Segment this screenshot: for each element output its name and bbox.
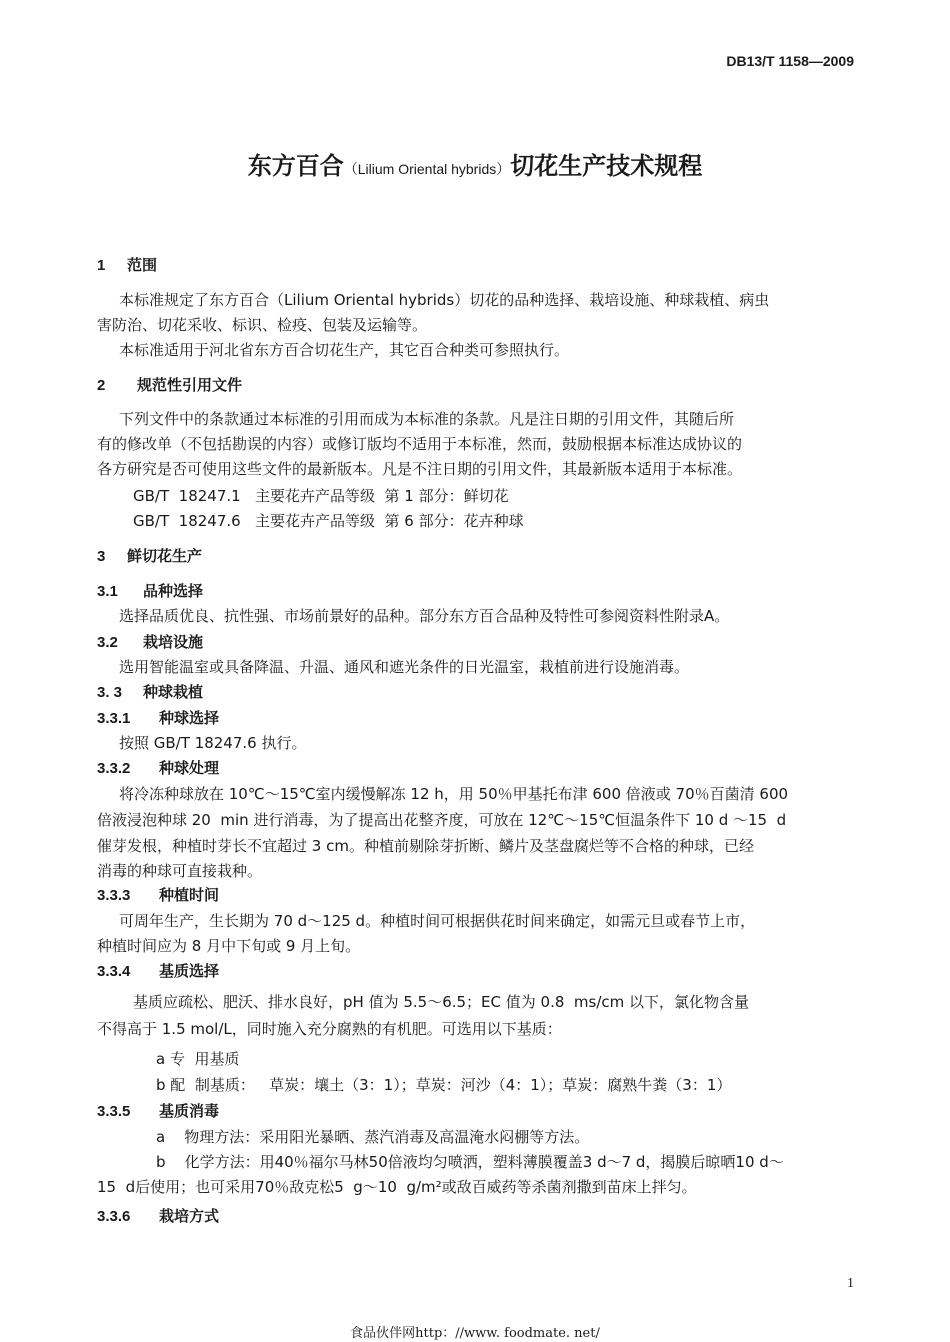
- paragraph-line: 选择品质优良、抗性强、市场前景好的品种。部分东方百合品种及特性可参阅资料性附录A。: [119, 607, 730, 625]
- paragraph-line: 本标准适用于河北省东方百合切花生产，其它百合种类可参照执行。: [119, 341, 570, 359]
- footer-watermark: 食品伙伴网http：//www. foodmate. net/: [350, 1326, 600, 1341]
- title-latin: （Lilium Oriental hybrids）: [343, 161, 511, 177]
- section-number: 3.3.1: [97, 710, 131, 727]
- paragraph-line: 倍液浸泡种球 20 min 进行消毒，为了提高出花整齐度，可放在 12℃～15℃恒温条件下 10 d ～15 d: [97, 811, 787, 829]
- section-number: 3. 3: [97, 684, 123, 701]
- section-title: 栽培方式: [159, 1207, 220, 1225]
- standard-number: DB13/T 1158—2009: [726, 53, 854, 69]
- paragraph-line: 将冷冻种球放在 10℃～15℃室内缓慢解冻 12 h，用 50％甲基托布津 600 倍液或 70％百菌清 600: [119, 785, 789, 803]
- paragraph-line: 各方研究是否可使用这些文件的最新版本。凡是不注日期的引用文件，其最新版本适用于本标准。: [97, 460, 743, 478]
- section-number: 3.3.6: [97, 1208, 131, 1225]
- paragraph-line: 有的修改单（不包括勘误的内容）或修订版均不适用于本标准，然而，鼓励根据本标准达成协议的: [97, 435, 743, 453]
- paragraph-line: 按照 GB/T 18247.6 执行。: [119, 734, 307, 752]
- section-3-3-heading: [97, 681, 203, 702]
- section-number: 3.3.2: [97, 760, 131, 777]
- section-3-heading: [97, 545, 202, 566]
- paragraph-line: 可周年生产，生长期为 70 d～125 d。种植时间可根据供花时间来确定，如需元旦或春节上市，: [119, 912, 756, 930]
- section-3-3-2-heading: [97, 757, 219, 778]
- list-item: a 物理方法：采用阳光暴晒、蒸汽消毒及高温淹水闷棚等方法。: [156, 1128, 590, 1146]
- reference-item: GB/T 18247.1 主要花卉产品等级 第 1 部分：鲜切花: [133, 487, 509, 505]
- page-number: 1: [847, 1276, 854, 1291]
- section-number: 2: [97, 377, 106, 394]
- list-item: b 化学方法：用40％福尔马林50倍液均匀喷洒，塑料薄膜覆盖3 d～7 d，揭膜后晾晒10 d～: [156, 1153, 784, 1171]
- section-number: 3: [97, 548, 106, 565]
- section-number: 3.2: [97, 634, 118, 651]
- document-title: [0, 146, 950, 181]
- section-number: 3.3.5: [97, 1103, 131, 1120]
- reference-item: GB/T 18247.6 主要花卉产品等级 第 6 部分：花卉种球: [133, 512, 524, 530]
- paragraph-line: 下列文件中的条款通过本标准的引用而成为本标准的条款。凡是注日期的引用文件，其随后所: [119, 410, 735, 428]
- section-title: 基质选择: [159, 962, 220, 980]
- section-title: 品种选择: [143, 582, 204, 600]
- section-number: 3.3.4: [97, 963, 131, 980]
- paragraph-line: 本标准规定了东方百合（Lilium Oriental hybrids）切花的品种选择、栽培设施、种球栽植、病虫: [119, 291, 770, 309]
- section-title: 种球栽植: [143, 683, 204, 701]
- list-item: a 专 用基质: [156, 1050, 240, 1068]
- title-chinese-2: 切花生产技术规程: [510, 152, 703, 180]
- section-title: 基质消毒: [159, 1102, 220, 1120]
- section-3-3-1-heading: [97, 707, 219, 728]
- paragraph-line: 选用智能温室或具备降温、升温、通风和遮光条件的日光温室，栽植前进行设施消毒。: [119, 658, 690, 676]
- paragraph-line: 种植时间应为 8 月中下旬或 9 月上旬。: [97, 937, 361, 955]
- section-3-3-3-heading: [97, 884, 219, 905]
- paragraph-line: 催芽发根，种植时芽长不宜超过 3 cm。种植前剔除芽折断、鳞片及茎盘腐烂等不合格的种球，已经: [97, 837, 754, 855]
- title-chinese-1: 东方百合: [247, 152, 344, 180]
- section-number: 3.3.3: [97, 887, 131, 904]
- section-title: 栽培设施: [143, 633, 204, 651]
- paragraph-line: 消毒的种球可直接栽种。: [97, 862, 263, 880]
- section-title: 鲜切花生产: [127, 547, 203, 565]
- section-number: 3.1: [97, 583, 118, 600]
- section-title: 种植时间: [159, 886, 220, 904]
- section-title: 范围: [127, 256, 158, 274]
- paragraph-line: 不得高于 1.5 mol/L，同时施入充分腐熟的有机肥。可选用以下基质：: [97, 1020, 562, 1038]
- section-3-3-5-heading: [97, 1100, 219, 1121]
- section-3-2-heading: [97, 631, 203, 652]
- list-item: b 配 制基质： 草炭：壤土（3：1）；草炭：河沙（4：1）；草炭：腐熟牛粪（3：1）: [156, 1076, 732, 1094]
- section-3-1-heading: [97, 580, 203, 601]
- section-1-heading: [97, 254, 157, 275]
- section-2-heading: [97, 374, 242, 395]
- paragraph-line: 害防治、切花采收、标识、检疫、包装及运输等。: [97, 316, 428, 334]
- paragraph-line: 15 d后使用；也可采用70％敌克松5 g～10 g/m²或敌百威药等杀菌剂撒到苗床上拌匀。: [97, 1178, 697, 1196]
- section-3-3-4-heading: [97, 960, 219, 981]
- section-title: 种球选择: [159, 709, 220, 727]
- paragraph-line: 基质应疏松、肥沃、排水良好，pH 值为 5.5～6.5；EC 值为 0.8 ms/cm 以下，氯化物含量: [133, 993, 750, 1011]
- section-title: 种球处理: [159, 759, 220, 777]
- section-3-3-6-heading: [97, 1205, 219, 1226]
- section-number: 1: [97, 257, 106, 274]
- section-title: 规范性引用文件: [137, 376, 243, 394]
